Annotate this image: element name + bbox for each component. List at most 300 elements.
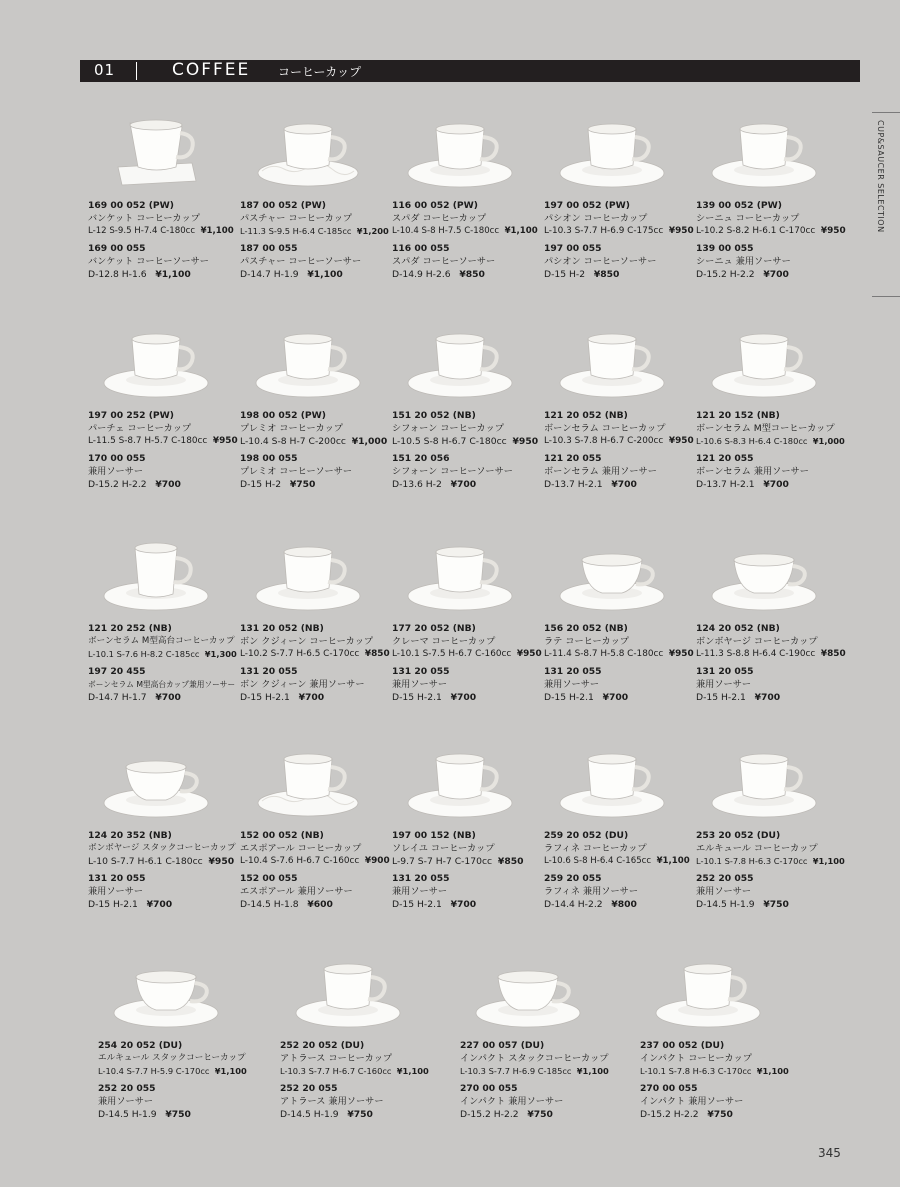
- cup-name: ボーンセラム M型コーヒーカップ: [696, 423, 835, 434]
- coffee-cup-icon: [384, 735, 536, 825]
- saucer-code: 131 20 055: [240, 666, 298, 677]
- product-info: [544, 199, 694, 281]
- coffee-cup-icon: [384, 528, 536, 618]
- product-info: [240, 622, 390, 704]
- cup-name: ボーンセラム M型高台コーヒーカップ: [88, 636, 235, 646]
- saucer-spec-line: [544, 898, 694, 911]
- cup-name: アトラース コーヒーカップ: [280, 1053, 393, 1064]
- saucer-spec: D-12.8 H-1.6: [88, 269, 147, 280]
- cup-spec-line: [88, 435, 238, 448]
- saucer-code: 121 20 055: [696, 453, 754, 464]
- cup-spec-line: [544, 648, 694, 661]
- saucer-spec: D-15 H-2.1: [240, 692, 290, 703]
- cup-name: ラテ コーヒーカップ: [544, 636, 629, 647]
- saucer-spec-line: [240, 898, 390, 911]
- cup-name: バンケット コーヒーカップ: [88, 213, 200, 224]
- cup-price: ¥950: [516, 649, 542, 659]
- product-info: [460, 1039, 610, 1121]
- product-card[interactable]: [272, 945, 429, 1135]
- cup-code: 131 20 052 (NB): [240, 623, 324, 634]
- cup-spec: L-10.4 S-8 H-7.5 C-180cc: [392, 226, 500, 236]
- saucer-name: ボーンセラム 兼用ソーサー: [696, 466, 809, 477]
- saucer-name: プレミオ コーヒーソーサー: [240, 466, 353, 477]
- cup-spec: L-11.3 S-8.8 H-6.4 C-190cc: [696, 649, 816, 659]
- saucer-spec: D-15.2 H-2.2: [640, 1109, 699, 1120]
- cup-price: ¥1,000: [351, 436, 388, 447]
- cup-and-saucer-image: [272, 945, 424, 1035]
- cup-and-saucer-image: [232, 735, 384, 825]
- product-card[interactable]: [384, 105, 536, 295]
- cup-spec: L-10.1 S-7.6 H-8.2 C-185cc: [88, 649, 200, 659]
- cup-price: ¥1,100: [214, 1066, 247, 1076]
- cup-and-saucer-image: [232, 105, 384, 195]
- product-card[interactable]: [232, 735, 390, 925]
- product-info: [392, 829, 542, 911]
- saucer-price: ¥850: [593, 269, 620, 280]
- cup-code: 259 20 052 (DU): [544, 830, 629, 841]
- cup-price: ¥1,300: [204, 649, 237, 659]
- saucer-spec: D-15.2 H-2.2: [88, 479, 147, 490]
- saucer-price: ¥850: [459, 269, 485, 280]
- cup-spec-line: [544, 855, 694, 868]
- saucer-spec-line: [696, 691, 846, 704]
- cup-spec: L-10.4 S-8 H-7 C-200cc: [240, 436, 346, 447]
- side-divider-bottom: [872, 296, 900, 297]
- cup-and-saucer-image: [80, 735, 232, 825]
- section-header: [80, 60, 860, 82]
- saucer-spec: D-14.5 H-1.9: [696, 899, 755, 910]
- saucer-spec-line: [280, 1108, 430, 1121]
- saucer-spec: D-14.9 H-2.6: [392, 269, 451, 280]
- saucer-spec-line: [544, 691, 694, 704]
- product-card[interactable]: [452, 945, 609, 1135]
- saucer-spec: D-13.6 H-2: [392, 479, 442, 490]
- coffee-cup-icon: [688, 735, 840, 825]
- cup-name: インパクト スタックコーヒーカップ: [460, 1053, 609, 1064]
- coffee-cup-icon: [536, 105, 688, 195]
- cup-spec: L-10.2 S-8.2 H-6.1 C-170cc: [696, 226, 816, 236]
- cup-spec-line: [696, 435, 846, 448]
- saucer-spec: D-15.2 H-2.2: [696, 269, 755, 280]
- saucer-price: ¥700: [763, 479, 789, 490]
- product-info: [696, 829, 846, 911]
- saucer-code: 252 20 055: [98, 1083, 156, 1094]
- coffee-cup-icon: [384, 105, 536, 195]
- coffee-cup-icon: [232, 105, 384, 195]
- cup-and-saucer-image: [80, 315, 232, 405]
- product-card[interactable]: [632, 945, 789, 1135]
- cup-name: インパクト コーヒーカップ: [640, 1053, 752, 1064]
- cup-name: エルキュール コーヒーカップ: [696, 843, 818, 854]
- saucer-price: ¥700: [754, 692, 781, 703]
- stack-cup-icon: [452, 945, 604, 1035]
- cup-code: 227 00 057 (DU): [460, 1040, 545, 1051]
- cup-and-saucer-image: [688, 105, 840, 195]
- cup-and-saucer-image: [90, 945, 242, 1035]
- saucer-price: ¥800: [611, 899, 637, 910]
- saucer-code: 252 20 055: [280, 1083, 338, 1094]
- cup-spec: L-10 S-7.7 H-6.1 C-180cc: [88, 856, 203, 867]
- product-info: [240, 829, 390, 911]
- saucer-spec-line: [240, 478, 390, 491]
- saucer-code: 131 20 055: [392, 666, 450, 677]
- saucer-spec: D-13.7 H-2.1: [696, 479, 755, 490]
- wide-cup-icon: [688, 528, 840, 618]
- cup-code: 197 00 152 (NB): [392, 830, 476, 841]
- saucer-spec-line: [544, 478, 694, 491]
- cup-name: パーチェ コーヒーカップ: [88, 423, 192, 434]
- saucer-code: 259 20 055: [544, 873, 602, 884]
- saucer-code: 197 20 455: [88, 666, 146, 677]
- saucer-price: ¥750: [165, 1109, 191, 1120]
- saucer-price: ¥700: [450, 692, 477, 703]
- cup-spec-line: [280, 1065, 430, 1078]
- cup-and-saucer-image: [536, 105, 688, 195]
- saucer-spec-line: [696, 268, 846, 281]
- saucer-name: パスチャー コーヒーソーサー: [240, 256, 362, 267]
- cup-code: 252 20 052 (DU): [280, 1040, 365, 1051]
- saucer-price: ¥600: [307, 899, 333, 910]
- saucer-code: 270 00 055: [640, 1083, 698, 1094]
- saucer-name: 兼用ソーサー: [88, 886, 144, 897]
- saucer-price: ¥750: [763, 899, 789, 910]
- cup-spec-line: [240, 435, 390, 448]
- product-info: [98, 1039, 248, 1121]
- saucer-spec-line: [460, 1108, 610, 1121]
- cup-name: エスポアール コーヒーカップ: [240, 843, 362, 854]
- saucer-name: 兼用ソーサー: [98, 1096, 154, 1107]
- cup-name: ボーンセラム コーヒーカップ: [544, 423, 666, 434]
- saucer-name: アトラース 兼用ソーサー: [280, 1096, 384, 1107]
- saucer-name: パシオン コーヒーソーサー: [544, 256, 657, 267]
- cup-and-saucer-image: [688, 528, 840, 618]
- cup-spec: L-10.6 S-8 H-6.4 C-165cc: [544, 856, 652, 866]
- product-card[interactable]: [232, 315, 388, 505]
- coffee-cup-icon: [632, 945, 784, 1035]
- cup-name: エルキュール スタックコーヒーカップ: [98, 1053, 246, 1063]
- product-card[interactable]: [536, 105, 694, 295]
- cup-price: ¥950: [512, 436, 539, 447]
- saucer-name: 兼用ソーサー: [392, 886, 448, 897]
- saucer-price: ¥700: [155, 479, 181, 490]
- saucer-name: ボーンセラム M型高台カップ兼用ソーサー: [88, 680, 236, 689]
- coffee-cup-icon: [80, 315, 232, 405]
- saucer-name: 兼用ソーサー: [544, 679, 600, 690]
- coffee-cup-icon: [384, 315, 536, 405]
- saucer-price: ¥700: [155, 692, 181, 703]
- saucer-price: ¥750: [347, 1109, 373, 1120]
- cup-spec-line: [460, 1065, 610, 1078]
- cup-code: 151 20 052 (NB): [392, 410, 476, 421]
- saucer-spec-line: [88, 478, 238, 491]
- saucer-spec-line: [98, 1108, 248, 1121]
- cup-code: 139 00 052 (PW): [696, 200, 783, 211]
- saucer-spec-line: [392, 268, 542, 281]
- section-subtitle: コーヒーカップ: [278, 65, 362, 79]
- cup-spec: L-11.4 S-8.7 H-5.8 C-180cc: [544, 649, 664, 659]
- cup-spec-line: [696, 225, 846, 238]
- cup-name: スパダ コーヒーカップ: [392, 213, 487, 224]
- cup-name: ボンボヤージ コーヒーカップ: [696, 636, 818, 647]
- cup-and-saucer-image: [632, 945, 784, 1035]
- product-card[interactable]: [232, 105, 389, 295]
- cup-spec: L-11.5 S-8.7 H-5.7 C-180cc: [88, 436, 208, 446]
- saucer-price: ¥700: [450, 479, 477, 490]
- cup-and-saucer-image: [384, 315, 536, 405]
- saucer-code: 131 20 055: [88, 873, 146, 884]
- cup-and-saucer-image: [688, 315, 840, 405]
- saucer-spec-line: [392, 478, 542, 491]
- product-card[interactable]: [688, 735, 845, 925]
- cup-price: ¥850: [364, 649, 390, 659]
- saucer-spec-line: [696, 478, 846, 491]
- cup-code: 116 00 052 (PW): [392, 200, 479, 211]
- cup-and-saucer-image: [384, 528, 536, 618]
- cup-price: ¥1,100: [504, 226, 538, 236]
- product-card[interactable]: [688, 315, 845, 505]
- saucer-spec: D-15.2 H-2.2: [460, 1109, 519, 1120]
- side-divider-top: [872, 112, 900, 113]
- product-card[interactable]: [80, 735, 236, 925]
- saucer-price: ¥700: [763, 269, 789, 280]
- coffee-cup-icon: [688, 105, 840, 195]
- cup-name: ラフィネ コーヒーカップ: [544, 843, 647, 854]
- product-info: [392, 622, 542, 704]
- cup-name: シーニュ コーヒーカップ: [696, 213, 800, 224]
- cup-code: 124 20 352 (NB): [88, 830, 172, 841]
- saucer-code: 187 00 055: [240, 243, 298, 254]
- cup-spec: L-10.4 S-7.7 H-5.9 C-170cc: [98, 1066, 210, 1076]
- header-divider: [136, 62, 137, 80]
- cup-code: 121 20 252 (NB): [88, 623, 172, 634]
- saucer-name: 兼用ソーサー: [88, 466, 144, 477]
- cup-name: パシオン コーヒーカップ: [544, 213, 648, 224]
- coffee-cup-icon: [536, 735, 688, 825]
- cup-spec-line: [544, 435, 694, 448]
- saucer-code: 198 00 055: [240, 453, 298, 464]
- cup-price: ¥1,000: [812, 436, 845, 446]
- saucer-code: 270 00 055: [460, 1083, 518, 1094]
- saucer-code: 151 20 056: [392, 453, 450, 464]
- cup-code: 254 20 052 (DU): [98, 1040, 183, 1051]
- cup-code: 152 00 052 (NB): [240, 830, 324, 841]
- saucer-name: 兼用ソーサー: [392, 679, 448, 690]
- cup-spec: L-10.1 S-7.5 H-6.7 C-160cc: [392, 649, 512, 659]
- saucer-name: エスポアール 兼用ソーサー: [240, 886, 353, 897]
- cup-price: ¥950: [820, 226, 846, 236]
- product-info: [88, 199, 238, 281]
- cup-code: 124 20 052 (NB): [696, 623, 780, 634]
- saucer-spec: D-13.7 H-2.1: [544, 479, 603, 490]
- saucer-name: シフォーン コーヒーソーサー: [392, 466, 513, 477]
- saucer-spec-line: [88, 898, 238, 911]
- cup-code: 177 20 052 (NB): [392, 623, 476, 634]
- cup-code: 121 20 052 (NB): [544, 410, 628, 421]
- product-info: [240, 409, 390, 491]
- cup-spec-line: [544, 225, 694, 238]
- saucer-spec: D-14.7 H-1.7: [88, 692, 147, 703]
- cup-and-saucer-image: [536, 735, 688, 825]
- cup-and-saucer-image: [536, 315, 688, 405]
- cup-spec-line: [392, 855, 542, 868]
- cup-price: ¥950: [668, 226, 694, 236]
- saucer-spec: D-15 H-2.1: [544, 692, 594, 703]
- product-card[interactable]: [80, 105, 232, 295]
- cup-and-saucer-image: [452, 945, 604, 1035]
- cup-spec: L-10.3 S-7.7 H-6.9 C-175cc: [544, 226, 664, 236]
- coffee-cup-icon: [272, 945, 424, 1035]
- saucer-spec: D-15 H-2.1: [392, 692, 442, 703]
- cup-spec: L-10.3 S-7.7 H-6.9 C-185cc: [460, 1066, 572, 1076]
- coffee-cup-icon: [688, 315, 840, 405]
- saucer-price: ¥700: [146, 899, 173, 910]
- saucer-code: 121 20 055: [544, 453, 602, 464]
- cup-price: ¥1,100: [200, 226, 234, 236]
- product-info: [544, 622, 694, 704]
- saucer-spec-line: [640, 1108, 790, 1121]
- saucer-spec-line: [392, 691, 542, 704]
- cup-code: 253 20 052 (DU): [696, 830, 781, 841]
- cup-spec-line: [392, 435, 542, 448]
- cup-spec: L-10.6 S-8.3 H-6.4 C-180cc: [696, 436, 808, 446]
- cup-and-saucer-image: [384, 105, 536, 195]
- product-info: [88, 409, 238, 491]
- saucer-spec-line: [240, 691, 390, 704]
- saucer-name: 兼用ソーサー: [696, 679, 752, 690]
- cup-and-saucer-image: [384, 735, 536, 825]
- saucer-spec: D-14.5 H-1.9: [98, 1109, 157, 1120]
- product-card[interactable]: [688, 528, 846, 718]
- coffee-cup-icon: [536, 315, 688, 405]
- cup-name: ボンボヤージ スタックコーヒーカップ: [88, 843, 236, 853]
- cup-spec-line: [88, 855, 238, 868]
- cup-code: 197 00 252 (PW): [88, 410, 175, 421]
- saucer-code: 131 20 055: [696, 666, 754, 677]
- cup-spec: L-12 S-9.5 H-7.4 C-180cc: [88, 226, 196, 236]
- cup-price: ¥850: [820, 649, 846, 659]
- cup-and-saucer-image: [80, 105, 232, 195]
- cup-spec-line: [88, 225, 238, 238]
- cup-spec-line: [240, 225, 390, 238]
- product-info: [640, 1039, 790, 1121]
- saucer-price: ¥700: [298, 692, 325, 703]
- product-info: [240, 199, 390, 281]
- saucer-price: ¥700: [450, 899, 477, 910]
- saucer-price: ¥750: [527, 1109, 553, 1120]
- saucer-name: バンケット コーヒーソーサー: [88, 256, 209, 267]
- cup-spec-line: [696, 855, 846, 868]
- cup-spec: L-10.3 S-7.8 H-6.7 C-200cc: [544, 436, 664, 446]
- product-card[interactable]: [80, 315, 238, 505]
- product-card[interactable]: [536, 528, 694, 718]
- cup-price: ¥900: [364, 856, 390, 866]
- saucer-code: 131 20 055: [544, 666, 602, 677]
- cup-price: ¥1,100: [656, 856, 690, 866]
- saucer-spec: D-15 H-2: [240, 479, 282, 490]
- product-info: [392, 409, 542, 491]
- cup-price: ¥1,100: [756, 1066, 789, 1076]
- section-number: 01: [94, 61, 116, 79]
- cup-code: 187 00 052 (PW): [240, 200, 327, 211]
- cup-spec: L-10.1 S-7.8 H-6.3 C-170cc: [640, 1066, 752, 1076]
- saucer-spec-line: [240, 268, 390, 281]
- cup-spec-line: [392, 648, 542, 661]
- saucer-price: ¥1,100: [307, 269, 343, 280]
- cup-spec: L-9.7 S-7 H-7 C-170cc: [392, 856, 493, 867]
- product-card[interactable]: [536, 315, 694, 505]
- cup-spec: L-10.5 S-8 H-6.7 C-180cc: [392, 436, 507, 447]
- saucer-spec-line: [88, 268, 238, 281]
- saucer-code: 131 20 055: [392, 873, 450, 884]
- cup-spec-line: [640, 1065, 790, 1078]
- product-card[interactable]: [90, 945, 247, 1135]
- cup-and-saucer-image: [232, 315, 384, 405]
- cup-and-saucer-image: [688, 735, 840, 825]
- saucer-code: 169 00 055: [88, 243, 146, 254]
- cup-spec-line: [98, 1065, 248, 1078]
- saucer-name: インパクト 兼用ソーサー: [460, 1096, 564, 1107]
- saucer-spec: D-14.5 H-1.8: [240, 899, 299, 910]
- product-card[interactable]: [384, 315, 539, 505]
- cup-spec: L-10.1 S-7.8 H-6.3 C-170cc: [696, 856, 808, 866]
- stack-cup-icon: [80, 735, 232, 825]
- product-card[interactable]: [688, 105, 846, 295]
- section-title: COFFEE: [172, 60, 251, 80]
- product-card[interactable]: [232, 528, 390, 718]
- page-number: 345: [818, 1146, 841, 1160]
- cup-code: 198 00 052 (PW): [240, 410, 327, 421]
- product-info: [696, 409, 846, 491]
- cup-spec-line: [240, 648, 390, 661]
- saucer-spec-line: [544, 268, 694, 281]
- saucer-price: ¥750: [707, 1109, 733, 1120]
- product-card[interactable]: [80, 528, 237, 718]
- product-card[interactable]: [384, 735, 536, 925]
- cup-spec: L-10.4 S-7.6 H-6.7 C-160cc: [240, 856, 360, 866]
- coffee-cup-icon: [232, 735, 384, 825]
- product-info: [696, 622, 846, 704]
- product-info: [544, 829, 694, 911]
- cup-name: プレミオ コーヒーカップ: [240, 423, 343, 434]
- cup-name: パスチャー コーヒーカップ: [240, 213, 353, 224]
- cup-and-saucer-image: [536, 528, 688, 618]
- saucer-name: 兼用ソーサー: [696, 886, 752, 897]
- saucer-spec-line: [392, 898, 542, 911]
- saucer-price: ¥1,100: [155, 269, 191, 280]
- product-card[interactable]: [536, 735, 688, 925]
- saucer-spec: D-15 H-2.1: [88, 899, 138, 910]
- cup-name: ボン クジィーン コーヒーカップ: [240, 636, 374, 647]
- cup-price: ¥950: [212, 436, 238, 446]
- saucer-spec: D-15 H-2.1: [392, 899, 442, 910]
- product-info: [88, 829, 238, 911]
- cup-spec: L-10.2 S-7.7 H-6.5 C-170cc: [240, 649, 360, 659]
- cup-price: ¥850: [497, 856, 524, 867]
- cup-name: シフォーン コーヒーカップ: [392, 423, 504, 434]
- cup-name: ソレイユ コーヒーカップ: [392, 843, 495, 854]
- cup-price: ¥1,100: [812, 856, 845, 866]
- side-label: CUP&SAUCER SELECTION: [876, 120, 885, 233]
- product-info: [544, 409, 694, 491]
- saucer-name: ボーンセラム 兼用ソーサー: [544, 466, 657, 477]
- cup-code: 121 20 152 (NB): [696, 410, 780, 421]
- saucer-name: スパダ コーヒーソーサー: [392, 256, 496, 267]
- cup-code: 197 00 052 (PW): [544, 200, 631, 211]
- cup-and-saucer-image: [232, 528, 384, 618]
- product-card[interactable]: [384, 528, 542, 718]
- saucer-spec: D-14.4 H-2.2: [544, 899, 603, 910]
- saucer-spec: D-15 H-2: [544, 269, 586, 280]
